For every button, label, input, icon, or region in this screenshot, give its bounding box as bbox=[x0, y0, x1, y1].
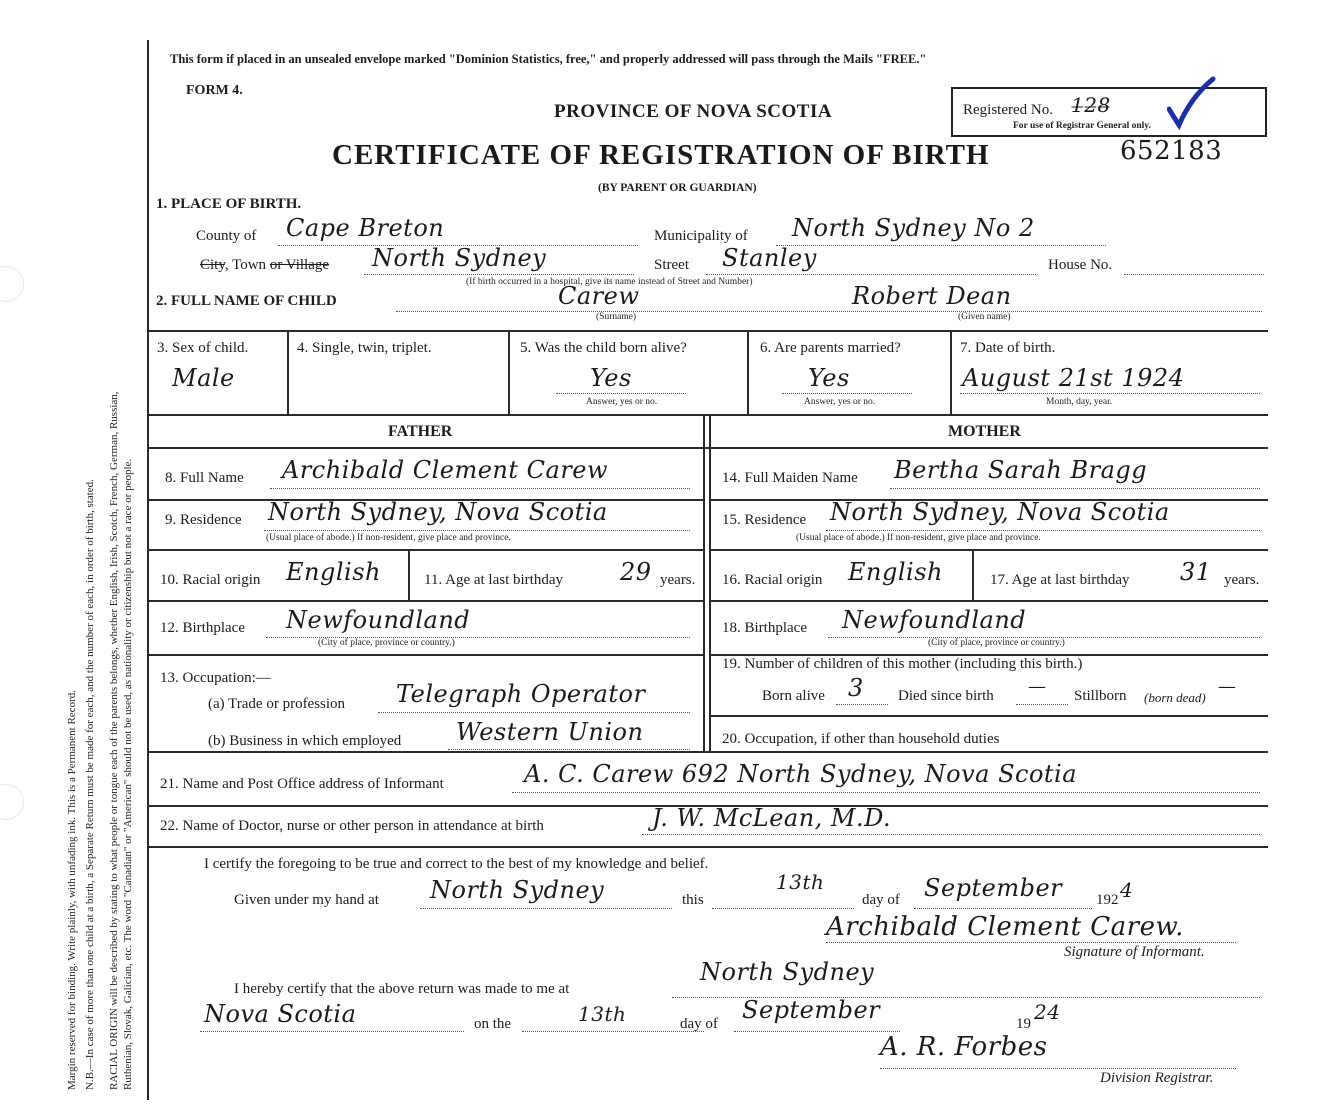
house-no-label: House No. bbox=[1048, 257, 1113, 273]
county-value: Cape Breton bbox=[286, 214, 445, 242]
mother-racial: English bbox=[848, 558, 943, 586]
registrar-note: For use of Registrar General only. bbox=[1013, 121, 1151, 131]
margin-note-racial-origin-2: Ruthenian, Slovak, Galician, etc. The word "Canadian" or "American" should not be used, as nationality or citizenship but not a race or people. bbox=[122, 458, 134, 1090]
mother-res-line bbox=[826, 530, 1260, 531]
born-alive-line bbox=[836, 704, 888, 705]
father-birthplace: Newfoundland bbox=[286, 606, 471, 634]
municipality-line bbox=[776, 245, 1106, 246]
town-value: North Sydney bbox=[372, 244, 547, 272]
place-of-birth-label: 1. PLACE OF BIRTH. bbox=[156, 196, 302, 212]
father-trade-line bbox=[378, 712, 690, 713]
rule-col-c bbox=[747, 331, 749, 414]
town-label bbox=[200, 257, 329, 274]
doctor-line bbox=[642, 834, 1260, 835]
father-name-line bbox=[270, 488, 690, 489]
town-text: , Town bbox=[224, 257, 270, 273]
informant-signature: Archibald Clement Carew. bbox=[826, 912, 1184, 942]
given-line bbox=[420, 908, 672, 909]
date-note: Month, day, year. bbox=[1046, 397, 1113, 407]
hospital-note: (If birth occurred in a hospital, give its name instead of Street and Number) bbox=[466, 277, 753, 287]
street-value: Stanley bbox=[722, 244, 817, 272]
father-racial-label: 10. Racial origin bbox=[160, 572, 261, 588]
city-struck: City bbox=[200, 257, 225, 273]
registrar-day-line bbox=[522, 1031, 704, 1032]
mother-racial-label: 16. Racial origin bbox=[722, 572, 823, 588]
rule-col-b bbox=[508, 331, 510, 414]
informant-label: 21. Name and Post Office address of Informant bbox=[160, 776, 444, 792]
single-label: 4. Single, twin, triplet. bbox=[297, 340, 432, 356]
father-business-label: (b) Business in which employed bbox=[208, 733, 402, 749]
given-label: Given under my hand at bbox=[234, 892, 379, 908]
married-line bbox=[782, 393, 912, 394]
stillborn-label: Stillborn bbox=[1074, 688, 1127, 704]
mother-birthplace: Newfoundland bbox=[842, 606, 1027, 634]
mother-res-label: 15. Residence bbox=[722, 512, 807, 528]
certificate-subtitle: (BY PARENT OR GUARDIAN) bbox=[598, 182, 757, 194]
registrar-month-line bbox=[734, 1031, 900, 1032]
father-trade: Telegraph Operator bbox=[396, 680, 646, 708]
date-value: August 21st 1924 bbox=[962, 364, 1185, 392]
alive-value: Yes bbox=[590, 364, 632, 392]
children-label: 19. Number of children of this mother (including this birth.) bbox=[722, 656, 1083, 672]
rule-f3 bbox=[148, 600, 703, 602]
mother-res-note: (Usual place of abode.) If non-resident, give place and province. bbox=[796, 533, 1041, 543]
married-label: 6. Are parents married? bbox=[760, 340, 901, 356]
registered-value: 1̶2̶8̶ bbox=[1071, 93, 1111, 117]
rule-m-racial bbox=[972, 550, 974, 600]
registrar-statement: I hereby certify that the above return was made to me at bbox=[234, 981, 570, 997]
binding-hole-top bbox=[0, 266, 24, 302]
father-occ-label: 13. Occupation:— bbox=[160, 670, 271, 686]
mother-residence: North Sydney, Nova Scotia bbox=[830, 498, 1170, 526]
alive-line bbox=[556, 393, 686, 394]
rule-informant-top bbox=[148, 751, 1268, 753]
registrar-place-1: North Sydney bbox=[700, 958, 875, 986]
child-surname: Carew bbox=[558, 282, 640, 310]
married-note: Answer, yes or no. bbox=[804, 397, 876, 407]
form-number: FORM 4. bbox=[186, 83, 243, 98]
check-mark-icon bbox=[1167, 75, 1217, 133]
on-the-label: on the bbox=[474, 1016, 512, 1032]
mother-occ-label: 20. Occupation, if other than household duties bbox=[722, 731, 1000, 747]
died-value: — bbox=[1028, 676, 1047, 697]
rule-m2 bbox=[710, 549, 1268, 551]
registrar-place-2: Nova Scotia bbox=[204, 1000, 357, 1028]
died-line bbox=[1016, 704, 1068, 705]
signature-label: Signature of Informant. bbox=[1064, 944, 1205, 960]
surname-note: (Surname) bbox=[596, 312, 637, 322]
father-age: 29 bbox=[620, 558, 652, 586]
house-line bbox=[1124, 274, 1264, 275]
stillborn-note: (born dead) bbox=[1144, 690, 1206, 705]
margin-note-multiple-births: N.B.—In case of more than one child at a birth, a Separate Return must be made for each, and the number of each, in order of birth, stated. bbox=[84, 479, 96, 1090]
mother-age-unit: years. bbox=[1224, 572, 1260, 588]
father-res-label: 9. Residence bbox=[165, 512, 242, 528]
registrar-year-suffix: 24 bbox=[1034, 1000, 1061, 1024]
mother-name: Bertha Sarah Bragg bbox=[894, 456, 1148, 484]
registrar-sig-line bbox=[880, 1068, 1236, 1069]
certificate-title: CERTIFICATE OF REGISTRATION OF BIRTH bbox=[332, 139, 990, 171]
mother-age: 31 bbox=[1180, 558, 1212, 586]
father-res-line bbox=[264, 530, 690, 531]
father-racial: English bbox=[286, 558, 381, 586]
registrar-sig-label: Division Registrar. bbox=[1100, 1070, 1214, 1086]
certify-statement: I certify the foregoing to be true and correct to the best of my knowledge and belief. bbox=[204, 856, 709, 872]
born-alive-label: Born alive bbox=[762, 688, 825, 704]
day-of-label: day of bbox=[862, 892, 900, 908]
this-label: this bbox=[682, 892, 704, 908]
certify-year-prefix: 192 bbox=[1096, 892, 1119, 908]
father-residence: North Sydney, Nova Scotia bbox=[268, 498, 608, 526]
mother-name-label: 14. Full Maiden Name bbox=[722, 470, 858, 486]
doctor-value: J. W. McLean, M.D. bbox=[652, 804, 892, 832]
date-label: 7. Date of birth. bbox=[960, 340, 1056, 356]
province-heading: PROVINCE OF NOVA SCOTIA bbox=[554, 101, 833, 122]
father-res-note: (Usual place of abode.) If non-resident, give place and province. bbox=[266, 533, 511, 543]
month-line bbox=[914, 908, 1092, 909]
margin-note-binding: Margin reserved for binding. Write plainly, with unfading ink. This is a Permanent Record. bbox=[66, 690, 78, 1090]
father-heading: FATHER bbox=[388, 423, 453, 440]
child-name-line bbox=[396, 311, 1262, 312]
father-business-line bbox=[448, 749, 690, 750]
stillborn-value: — bbox=[1218, 676, 1237, 697]
alive-note: Answer, yes or no. bbox=[586, 397, 658, 407]
rule-parents-divider-right bbox=[709, 415, 711, 751]
rule-row3-bottom bbox=[148, 414, 1268, 416]
born-alive-value: 3 bbox=[848, 674, 864, 702]
this-day-line bbox=[712, 908, 854, 909]
certify-year-suffix: 4 bbox=[1120, 878, 1134, 902]
mother-heading: MOTHER bbox=[948, 423, 1021, 440]
rule-parents-divider-left bbox=[703, 415, 705, 751]
informant-value: A. C. Carew 692 North Sydney, Nova Scotia bbox=[524, 760, 1078, 788]
child-given-name: Robert Dean bbox=[852, 282, 1012, 310]
registrar-year-prefix: 19 bbox=[1016, 1016, 1031, 1032]
father-name: Archibald Clement Carew bbox=[282, 456, 609, 484]
rule-m5 bbox=[710, 715, 1268, 717]
father-bp-label: 12. Birthplace bbox=[160, 620, 245, 636]
married-value: Yes bbox=[808, 364, 850, 392]
mother-bp-note: (City of place, province or country.) bbox=[928, 638, 1065, 648]
registered-label: Registered No. bbox=[963, 102, 1053, 118]
sex-value: Male bbox=[172, 364, 235, 392]
registrar-place-line-2 bbox=[200, 1031, 464, 1032]
certify-month: September bbox=[924, 874, 1063, 902]
municipality-value: North Sydney No 2 bbox=[792, 214, 1035, 242]
registrar-day: 13th bbox=[578, 1002, 627, 1026]
father-age-label: 11. Age at last birthday bbox=[424, 572, 563, 588]
mother-name-line bbox=[890, 488, 1260, 489]
rule-f2 bbox=[148, 549, 703, 551]
father-age-unit: years. bbox=[660, 572, 696, 588]
father-business: Western Union bbox=[456, 718, 644, 746]
mother-bp-label: 18. Birthplace bbox=[722, 620, 807, 636]
rule-heading-bottom bbox=[148, 447, 1268, 449]
child-name-label: 2. FULL NAME OF CHILD bbox=[156, 293, 337, 309]
mail-notice: This form if placed in an unsealed envelope marked "Dominion Statistics, free," and properly addressed will pass through the Mails "FREE." bbox=[170, 52, 927, 66]
county-label: County of bbox=[196, 228, 257, 244]
informant-line bbox=[512, 792, 1260, 793]
doctor-label: 22. Name of Doctor, nurse or other person in attendance at birth bbox=[160, 818, 544, 834]
village-struck: or Village bbox=[269, 257, 330, 273]
alive-label: 5. Was the child born alive? bbox=[520, 340, 687, 356]
date-line bbox=[960, 393, 1260, 394]
given-note: (Given name) bbox=[958, 312, 1011, 322]
margin-note-racial-origin-1: RACIAL ORIGIN will be described by stating to what people or tongue each of the parents belongs, whether English, Irish, Scotch, French, German, Russian, bbox=[108, 391, 120, 1090]
sex-label: 3. Sex of child. bbox=[157, 340, 249, 356]
municipality-label: Municipality of bbox=[654, 228, 748, 244]
registrar-signature: A. R. Forbes bbox=[880, 1032, 1048, 1062]
registered-box bbox=[951, 87, 1267, 137]
certify-day: 13th bbox=[776, 870, 825, 894]
stamp-number: 652183 bbox=[1120, 136, 1223, 166]
signature-line bbox=[826, 942, 1236, 943]
father-bp-note: (City of place, province or country.) bbox=[318, 638, 455, 648]
rule-col-a bbox=[287, 331, 289, 414]
father-trade-label: (a) Trade or profession bbox=[208, 696, 346, 712]
rule-col-d bbox=[950, 331, 952, 414]
father-name-label: 8. Full Name bbox=[165, 470, 244, 486]
mother-age-label: 17. Age at last birthday bbox=[990, 572, 1130, 588]
street-line bbox=[706, 274, 1036, 275]
registrar-month: September bbox=[742, 996, 881, 1024]
rule-f-racial bbox=[408, 550, 410, 600]
margin-rule bbox=[147, 40, 149, 1100]
binding-hole-bottom bbox=[0, 784, 24, 820]
rule-f4 bbox=[148, 654, 703, 656]
rule-doctor-bottom bbox=[148, 846, 1268, 848]
street-label: Street bbox=[654, 257, 689, 273]
registrar-day-of: day of bbox=[680, 1016, 718, 1032]
town-line bbox=[364, 274, 634, 275]
rule-row3-top bbox=[148, 330, 1268, 332]
died-label: Died since birth bbox=[898, 688, 994, 704]
rule-m3 bbox=[710, 600, 1268, 602]
given-place: North Sydney bbox=[430, 876, 605, 904]
